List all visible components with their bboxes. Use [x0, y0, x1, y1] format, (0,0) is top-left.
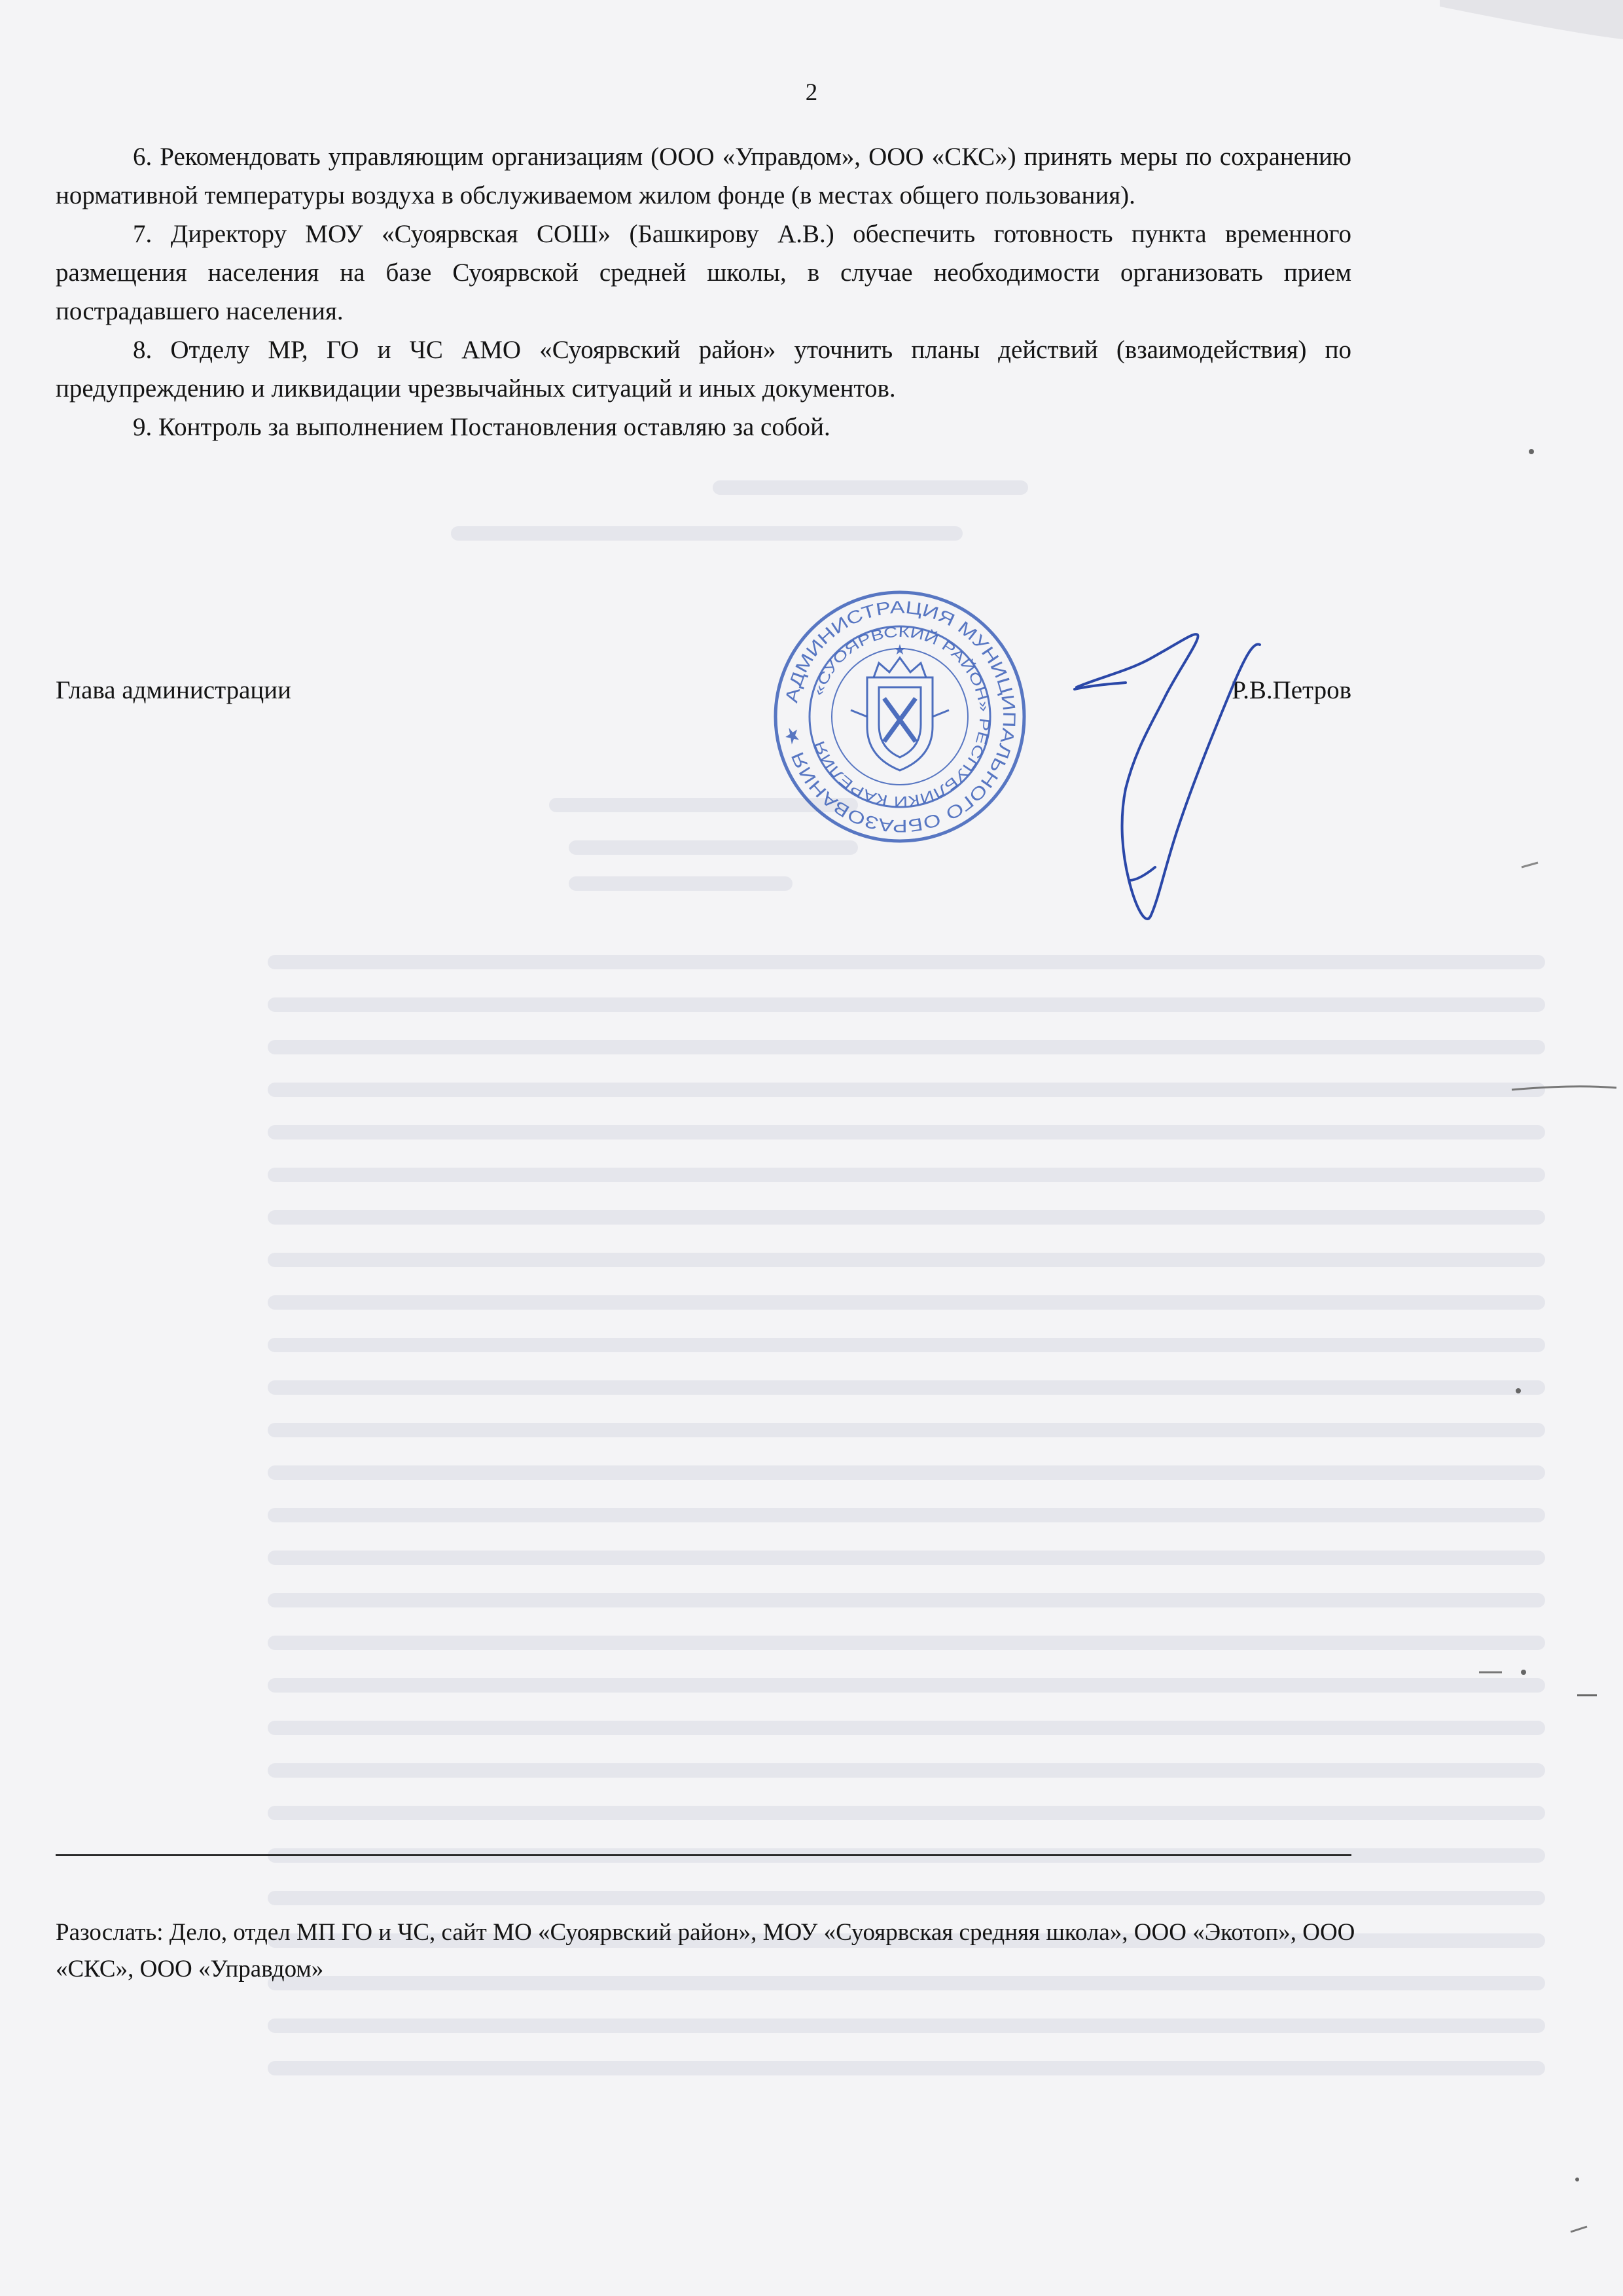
- paragraph-7: 7. Директору МОУ «Суоярвская СОШ» (Башкирову А.В.) обеспечить готовность пункта временного размещения населения на базе Суоярвской средней школы, в случае необходимости организовать прием пострадавшего населения.: [56, 220, 1351, 325]
- svg-text:АДМИНИСТРАЦИЯ МУНИЦИПАЛЬНОГО О: АДМИНИСТРАЦИЯ МУНИЦИПАЛЬНОГО ОБРАЗОВАНИЯ ★: [781, 597, 1020, 836]
- paragraph-9: 9. Контроль за выполнением Постановления оставляю за собой.: [133, 413, 830, 441]
- distribution-list: Разослать: Дело, отдел МП ГО и ЧС, сайт МО «Суоярвский район», МОУ «Суоярвская средняя школа», ООО «Экотоп», ООО «СКС», ООО «Управдом»: [56, 1919, 1355, 1982]
- document-body: [56, 137, 1351, 446]
- svg-text:★: ★: [893, 642, 906, 658]
- signer-title: Глава администрации: [56, 676, 292, 704]
- official-stamp: [769, 586, 1031, 848]
- handwritten-signature: [1073, 619, 1283, 926]
- footer-divider: [56, 1854, 1351, 1856]
- paragraph-8: 8. Отделу МР, ГО и ЧС АМО «Суоярвский район» уточнить планы действий (взаимодействия) по предупреждению и ликвидации чрезвычайных ситуаций и иных документов.: [56, 336, 1351, 403]
- svg-text:«СУОЯРВСКИЙ РАЙОН» РЕСПУБЛИКИ: «СУОЯРВСКИЙ РАЙОН» РЕСПУБЛИКИ КАРЕЛИЯ: [810, 623, 993, 810]
- scan-edge-artifacts: [1440, 0, 1623, 2296]
- signer-name: Р.В.Петров: [1232, 676, 1351, 704]
- page-number: 2: [805, 79, 818, 106]
- paragraph-6: 6. Рекомендовать управляющим организациям (ООО «Управдом», ООО «СКС») принять меры по сохранению нормативной температуры воздуха в обслуживаемом жилом фонде (в местах общего пользования).: [56, 143, 1351, 209]
